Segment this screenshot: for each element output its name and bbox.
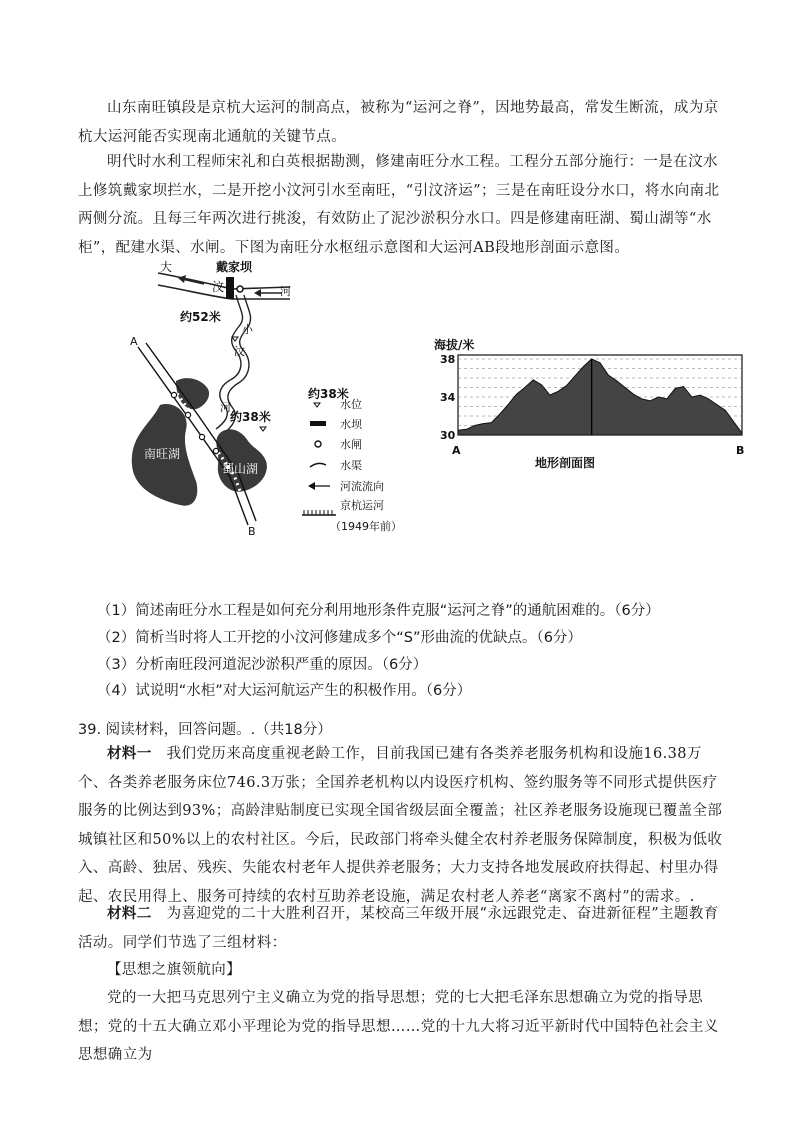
question-3: （3）分析南旺段河道泥沙淤积严重的原因。（6分） <box>97 657 428 673</box>
map-label-xiao: 小 <box>242 323 253 336</box>
thought-paragraph: 党的一大把马克思列宁主义确立为党的指导思想；党的七大把毛泽东思想确立为党的指导思想；党的十五大确立邓小平理论为党的指导思想……党的十九大将习近平新时代中国特色社会主义思想确立为 <box>78 990 719 1063</box>
map-label-shushanhu: 蜀山湖 <box>222 462 259 476</box>
legend-canal: 水渠 <box>340 459 362 472</box>
map-label-wen-river: 汶 <box>212 280 225 294</box>
profile-ytick-30: 30 <box>440 429 456 442</box>
profile-ytick-34: 34 <box>440 391 456 404</box>
map-label-elev52: 约52米 <box>180 310 221 324</box>
material-2-label: 材料二 <box>107 905 152 922</box>
map-legend <box>300 385 410 535</box>
dam-icon <box>226 277 234 299</box>
profile-x-end: B <box>736 444 745 457</box>
nanwang-hub-map <box>120 255 320 537</box>
material-2-text: 为喜迎党的二十大胜利召开，某校高三年级开展“永远跟党走、奋进新征程”主题教育活动。同学们节选了三组材料： <box>78 906 719 951</box>
material-2 <box>78 900 726 957</box>
legend-water-level-suffix: 水位 <box>340 398 362 411</box>
profile-ytick-38: 38 <box>440 353 456 366</box>
map-label-nanwanghu: 南旺湖 <box>144 447 181 461</box>
intro-paragraph-1: 山东南旺镇段是京杭大运河的制高点，被称为“运河之脊”，因地势最高，常发生断流，成为京杭大运河能否实现南北通航的关键节点。 <box>78 100 719 145</box>
map-label-B: B <box>248 525 256 537</box>
legend-sluice: 水闸 <box>340 438 362 451</box>
question-2: （2）简析当时将人工开挖的小汶河修建成多个“S”形曲流的优缺点。（6分） <box>97 630 582 646</box>
legend-water-level: 约38米 <box>308 387 349 401</box>
map-label-daijiaba: 戴家坝 <box>216 260 253 274</box>
material-1 <box>78 740 726 911</box>
terrain-profile-chart <box>430 335 760 470</box>
map-label-wen: 汶 <box>234 345 245 358</box>
map-label-elev38: 约38米 <box>230 410 271 424</box>
map-label-he2: 河 <box>220 401 231 414</box>
section-title: 【思想之旗领航向】 <box>107 962 242 978</box>
q39-header: 39. 阅读材料，回答问题。.（共18分） <box>78 722 332 738</box>
map-label-he: 河 <box>280 285 291 298</box>
map-label-A: A <box>130 335 138 348</box>
material-1-label: 材料一 <box>107 745 152 762</box>
intro-paragraph-2: 明代时水利工程师宋礼和白英根据勘测，修建南旺分水工程。工程分五部分施行：一是在汶水上修筑戴家坝拦水，二是开挖小汶河引水至南旺，“引汶济运”；三是在南旺设分水口，将水向南北两侧分流。且每三年两次进行挑浚，有效防止了泥沙淤积分水口。四是修建南旺湖、蜀山湖等“水柜”，配建水渠、水闸。下图为南旺分水枢纽示意图和大运河AB段地形剖面示意图。 <box>78 154 720 256</box>
question-1: （1）简述南旺分水工程是如何充分利用地形条件克服“运河之脊”的通航困难的。（6分） <box>97 603 660 619</box>
profile-x-start: A <box>452 444 461 457</box>
legend-flow: 河流流向 <box>340 480 384 493</box>
question-4: （4）试说明“水柜”对大运河航运产生的积极作用。（6分） <box>97 683 472 699</box>
legend-grand-canal: 京杭运河 <box>340 499 384 512</box>
legend-grand-canal-note: （1949年前） <box>330 520 402 533</box>
material-1-text: 我们党历来高度重视老龄工作，目前我国已建有各类养老服务机构和设施16.38万个、各类养老服务床位746.3万张；全国养老机构以内设医疗机构、签约服务等不同形式提供医疗服务的比例达到93%；高龄津贴制度已实现全国省级层面全覆盖；社区养老服务设施现已覆盖全部城镇社区和50%以上的农村社区。今后，民政部门将牵头健全农村养老服务保障制度，积极为低收入、高龄、独居、残疾、失能农村老年人提供养老服务；大力支持各地发展政府扶得起、村里办得起、农民用得上、服务可持续的农村互助养老设施，满足农村老人养老“离家不离村”的需求。. <box>78 746 723 905</box>
profile-ylabel: 海拔/米 <box>434 338 475 352</box>
map-label-da: 大 <box>160 260 173 274</box>
legend-dam: 水坝 <box>340 418 362 431</box>
profile-caption: 地形剖面图 <box>535 456 596 470</box>
